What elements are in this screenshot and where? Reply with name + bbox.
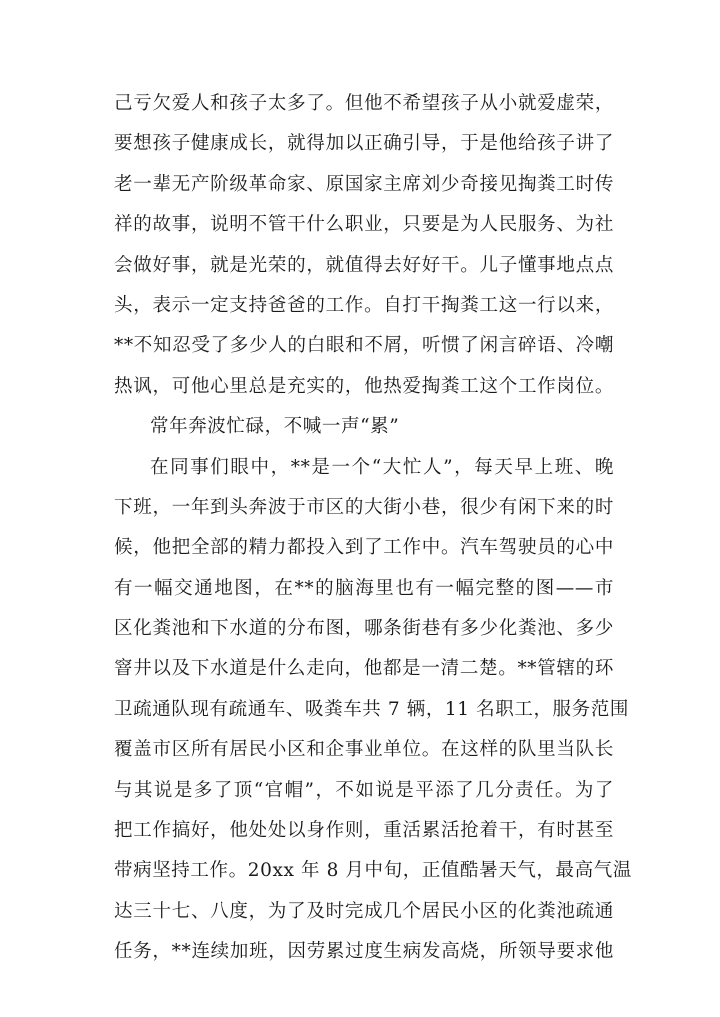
text-line: 卫疏通队现有疏通车、吸粪车共 7 辆，11 名职工，服务范围 (114, 698, 629, 720)
text-line: 有一幅交通地图，在**的脑海里也有一幅完整的图——市 (114, 577, 614, 599)
text-line: **不知忍受了多少人的白眼和不屑，听惯了闲言碎语、冷嘲 (114, 335, 614, 357)
text-line: 任务，**连续加班，因劳累过度生病发高烧，所领导要求他 (114, 941, 614, 963)
body-text (114, 84, 632, 973)
text-line: 下班，一年到头奔波于市区的大街小巷，很少有闲下来的时 (114, 496, 614, 518)
text-line: 己亏欠爱人和孩子太多了。但他不希望孩子从小就爱虚荣， (114, 93, 614, 114)
text-line: 头，表示一定支持爸爸的工作。自打干掏粪工这一行以来， (114, 294, 614, 316)
text-line: 老一辈无产阶级革命家、原国家主席刘少奇接见掏粪工时传 (114, 173, 614, 195)
text-line: 要想孩子健康成长，就得加以正确引导，于是他给孩子讲了 (114, 133, 614, 155)
text-line: 候，他把全部的精力都投入到了工作中。汽车驾驶员的心中 (114, 537, 614, 559)
text-line: 热讽，可他心里总是充实的，他热爱掏粪工这个工作岗位。 (114, 375, 614, 397)
text-line: 窨井以及下水道是什么走向，他都是一清二楚。**管辖的环 (114, 658, 614, 680)
text-line: 与其说是多了顶“官帽”，不如说是平添了几分责任。为了 (114, 779, 614, 801)
text-line: 达三十七、八度，为了及时完成几个居民小区的化粪池疏通 (114, 900, 614, 922)
text-line: 在同事们眼中，**是一个“大忙人”，每天早上班、晚 (150, 456, 614, 478)
text-line: 会做好事，就是光荣的，就值得去好好干。儿子懂事地点点 (114, 254, 614, 276)
text-line: 覆盖市区所有居民小区和企事业单位。在这样的队里当队长 (114, 739, 614, 761)
section-heading: 常年奔波忙碌，不喊一声“累” (150, 416, 400, 438)
text-line: 区化粪池和下水道的分布图，哪条街巷有多少化粪池、多少 (114, 618, 614, 640)
text-line: 把工作搞好，他处处以身作则，重活累活抢着干，有时甚至 (114, 820, 614, 842)
text-line: 带病坚持工作。20xx 年 8 月中旬，正值酷暑天气，最高气温 (114, 860, 632, 882)
text-line: 祥的故事，说明不管干什么职业，只要是为人民服务、为社 (114, 214, 614, 236)
